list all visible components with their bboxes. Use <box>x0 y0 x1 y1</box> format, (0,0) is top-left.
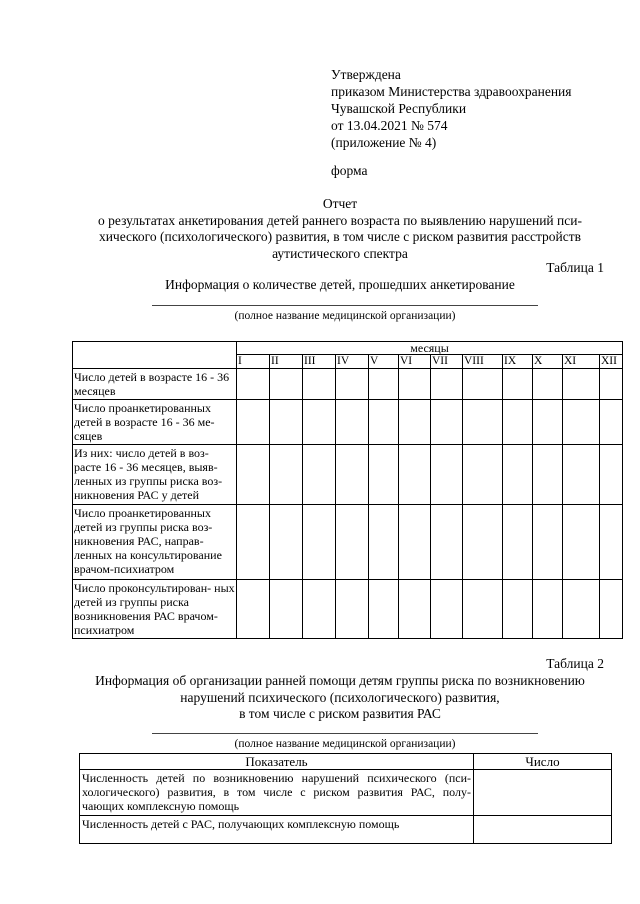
report-line: хического (психологического) развития, в том числе с риском развития расстройств <box>98 229 582 244</box>
month-header: VI <box>399 355 431 369</box>
table2-title-line: в том числе с риском развития РАС <box>239 706 441 721</box>
row-label: Число проанкетированных детей в возрасте 16 - 36 ме- сяцев <box>73 400 237 445</box>
table1-number: Таблица 1 <box>546 260 604 275</box>
report-line: о результатах анкетирования детей раннего возраста по выявлению нарушений пси- <box>98 212 582 228</box>
table1-title: Информация о количестве детей, прошедших анкетирование <box>165 277 515 292</box>
org-name-line <box>152 305 538 306</box>
row-label: Число проанкетированных детей из группы риска воз- никновения РАС, направ- ленных на консультирование врачом-психиатром <box>73 505 237 580</box>
report-title-block <box>60 196 620 262</box>
month-header: IV <box>336 355 369 369</box>
row-label: Численность детей с РАС, получающих комплексную помощь <box>80 816 474 844</box>
table-row <box>73 580 623 639</box>
header-number: Число <box>474 754 612 770</box>
report-line: аутистического спектра <box>272 245 408 261</box>
table-row <box>80 770 612 816</box>
table-row <box>80 816 612 844</box>
approval-line: Чувашской Республики <box>331 101 467 116</box>
org-caption: (полное название медицинской организации) <box>234 738 456 750</box>
table-row <box>73 369 623 400</box>
month-header: V <box>369 355 399 369</box>
table2-title-line: нарушений психического (психологического) развития, <box>180 689 500 705</box>
org-name-line <box>152 733 538 734</box>
report-title: Отчет <box>322 196 358 211</box>
children-survey-table <box>72 341 623 639</box>
month-header: XI <box>563 355 600 369</box>
row-label: Число детей в возрасте 16 - 36 месяцев <box>73 369 237 400</box>
month-header: II <box>270 355 303 369</box>
months-header: месяцы <box>237 342 623 355</box>
month-header: XII <box>600 355 623 369</box>
approval-line: (приложение № 4) <box>331 135 437 150</box>
approval-line: приказом Министерства здравоохранения <box>331 84 572 99</box>
approval-block <box>331 66 572 151</box>
table1-corner-cell <box>73 342 237 369</box>
table2-title-line: Информация об организации ранней помощи детям группы риска по возникновению <box>95 673 585 688</box>
month-header: VII <box>431 355 463 369</box>
row-label: Численность детей по возникновению нарушений психического (пси- хологического) развития, в том числе с риском развития РАС, полу- чающих комплексную помощь <box>80 770 474 816</box>
table-row <box>73 505 623 580</box>
org-caption: (полное название медицинской организации) <box>234 310 456 322</box>
form-label: форма <box>331 163 368 178</box>
approval-line: Утверждена <box>331 67 401 82</box>
header-indicator: Показатель <box>80 754 474 770</box>
month-header: VIII <box>463 355 503 369</box>
table2-number: Таблица 2 <box>546 656 604 671</box>
month-header: X <box>533 355 563 369</box>
row-label: Число проконсультирован- ных детей из группы риска возникновения РАС врачом- психиатром <box>74 581 235 637</box>
early-help-table <box>79 753 612 844</box>
month-header: III <box>303 355 336 369</box>
table2-title <box>60 673 620 723</box>
month-header: I <box>237 355 270 369</box>
row-label: Из них: число детей в воз- расте 16 - 36 месяцев, выяв- ленных из группы риска воз- никновения РАС у детей <box>73 445 237 505</box>
table-row <box>73 400 623 445</box>
month-header: IX <box>503 355 533 369</box>
approval-line: от 13.04.2021 № 574 <box>331 118 448 133</box>
table-row <box>73 445 623 505</box>
